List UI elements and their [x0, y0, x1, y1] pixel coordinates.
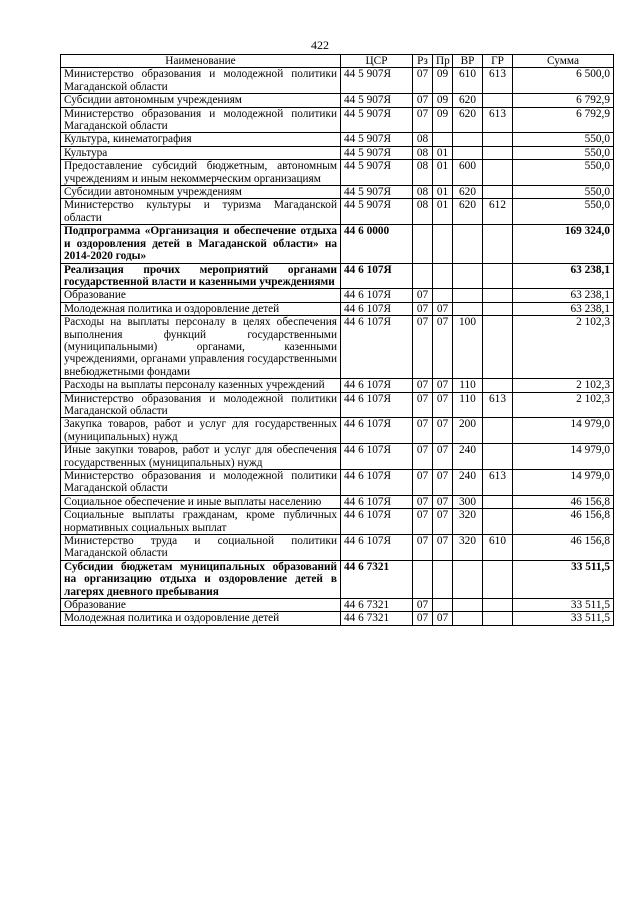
row-csr: 44 5 907Я: [341, 146, 413, 159]
row-pr: 07: [433, 316, 453, 379]
row-pr: 07: [433, 302, 453, 315]
header-row: [61, 55, 614, 68]
row-csr: 44 6 7321: [341, 560, 413, 598]
row-csr: 44 5 907Я: [341, 186, 413, 199]
row-csr: 44 6 0000: [341, 225, 413, 263]
row-name: Субсидии бюджетам муниципальных образований на организацию отдыха и оздоровление детей в лагерях дневного пребывания: [61, 560, 341, 598]
row-vr: 240: [453, 444, 483, 470]
table-row: [61, 225, 614, 263]
row-sum: 46 156,8: [513, 535, 614, 561]
row-csr: 44 6 107Я: [341, 316, 413, 379]
row-name: Министерство культуры и туризма Магаданской области: [61, 199, 341, 225]
row-vr: 200: [453, 418, 483, 444]
row-gr: [483, 146, 513, 159]
row-csr: 44 6 107Я: [341, 495, 413, 508]
table-row: [61, 535, 614, 561]
row-name: Молодежная политика и оздоровление детей: [61, 612, 341, 625]
table-row: [61, 94, 614, 107]
row-name: Образование: [61, 289, 341, 302]
table-header: [61, 55, 614, 68]
row-vr: 610: [453, 68, 483, 94]
row-name: Социальное обеспечение и иные выплаты населению: [61, 495, 341, 508]
row-pr: [433, 263, 453, 289]
row-rz: 07: [413, 599, 433, 612]
row-rz: 08: [413, 146, 433, 159]
table-body: [61, 68, 614, 625]
row-vr: [453, 599, 483, 612]
row-csr: 44 6 107Я: [341, 263, 413, 289]
row-gr: 613: [483, 392, 513, 418]
row-name: Министерство труда и социальной политики Магаданской области: [61, 535, 341, 561]
row-rz: [413, 225, 433, 263]
table-row: [61, 160, 614, 186]
row-csr: 44 6 107Я: [341, 535, 413, 561]
row-rz: [413, 560, 433, 598]
row-csr: 44 6 7321: [341, 612, 413, 625]
table-row: [61, 495, 614, 508]
row-csr: 44 5 907Я: [341, 68, 413, 94]
header-vr: ВР: [453, 55, 483, 68]
header-name: Наименование: [61, 55, 341, 68]
row-vr: 620: [453, 199, 483, 225]
table-row: [61, 612, 614, 625]
row-rz: 07: [413, 94, 433, 107]
row-rz: 07: [413, 68, 433, 94]
row-rz: 07: [413, 379, 433, 392]
row-pr: 07: [433, 470, 453, 496]
row-sum: 550,0: [513, 160, 614, 186]
table-row: [61, 560, 614, 598]
row-gr: [483, 418, 513, 444]
table-row: [61, 509, 614, 535]
row-pr: 07: [433, 418, 453, 444]
row-sum: 14 979,0: [513, 470, 614, 496]
budget-table: [60, 54, 614, 626]
row-gr: [483, 160, 513, 186]
row-pr: 09: [433, 107, 453, 133]
row-sum: 33 511,5: [513, 560, 614, 598]
row-pr: [433, 560, 453, 598]
row-sum: 2 102,3: [513, 379, 614, 392]
row-vr: 240: [453, 470, 483, 496]
row-gr: 613: [483, 107, 513, 133]
page-number: 422: [311, 38, 329, 52]
row-vr: 620: [453, 94, 483, 107]
row-vr: [453, 225, 483, 263]
table-row: [61, 418, 614, 444]
row-sum: 46 156,8: [513, 509, 614, 535]
row-name: Предоставление субсидий бюджетным, автономным учреждениям и иным некоммерческим организациям: [61, 160, 341, 186]
row-sum: 2 102,3: [513, 316, 614, 379]
row-csr: 44 6 107Я: [341, 418, 413, 444]
row-pr: 01: [433, 160, 453, 186]
row-rz: 07: [413, 470, 433, 496]
row-sum: 6 792,9: [513, 107, 614, 133]
row-pr: 01: [433, 199, 453, 225]
row-sum: 169 324,0: [513, 225, 614, 263]
row-gr: [483, 316, 513, 379]
row-vr: 620: [453, 186, 483, 199]
row-pr: 07: [433, 509, 453, 535]
row-csr: 44 6 107Я: [341, 444, 413, 470]
header-pr: Пр: [433, 55, 453, 68]
row-vr: 110: [453, 392, 483, 418]
table-row: [61, 444, 614, 470]
row-gr: [483, 509, 513, 535]
row-gr: [483, 225, 513, 263]
row-vr: 320: [453, 509, 483, 535]
row-pr: [433, 225, 453, 263]
row-rz: 07: [413, 535, 433, 561]
row-gr: 613: [483, 68, 513, 94]
row-vr: [453, 133, 483, 146]
row-name: Образование: [61, 599, 341, 612]
row-name: Расходы на выплаты персоналу казенных учреждений: [61, 379, 341, 392]
row-name: Расходы на выплаты персоналу в целях обеспечения выполнения функций государственными (муниципальными) органами, казенными учреждениями, органами управления государственными внебюджетными фондами: [61, 316, 341, 379]
row-rz: 07: [413, 316, 433, 379]
row-vr: [453, 146, 483, 159]
row-sum: 6 792,9: [513, 94, 614, 107]
header-sum: Сумма: [513, 55, 614, 68]
row-name: Реализация прочих мероприятий органами государственной власти и казенными учреждениями: [61, 263, 341, 289]
row-pr: [433, 599, 453, 612]
row-csr: 44 6 107Я: [341, 470, 413, 496]
row-name: Подпрограмма «Организация и обеспечение отдыха и оздоровления детей в Магаданской области» на 2014-2020 годы»: [61, 225, 341, 263]
row-gr: [483, 263, 513, 289]
row-sum: 33 511,5: [513, 612, 614, 625]
row-csr: 44 6 107Я: [341, 302, 413, 315]
row-gr: 612: [483, 199, 513, 225]
row-gr: [483, 186, 513, 199]
row-name: Министерство образования и молодежной политики Магаданской области: [61, 470, 341, 496]
row-rz: 07: [413, 289, 433, 302]
row-vr: [453, 263, 483, 289]
table-row: [61, 302, 614, 315]
row-sum: 14 979,0: [513, 418, 614, 444]
row-pr: 07: [433, 444, 453, 470]
row-csr: 44 5 907Я: [341, 199, 413, 225]
row-pr: 09: [433, 94, 453, 107]
row-csr: 44 5 907Я: [341, 133, 413, 146]
row-vr: [453, 612, 483, 625]
row-gr: [483, 289, 513, 302]
row-rz: 07: [413, 509, 433, 535]
row-sum: 550,0: [513, 186, 614, 199]
row-csr: 44 6 107Я: [341, 379, 413, 392]
row-vr: 110: [453, 379, 483, 392]
row-rz: 07: [413, 418, 433, 444]
row-rz: 08: [413, 160, 433, 186]
row-rz: 07: [413, 392, 433, 418]
row-gr: [483, 560, 513, 598]
table-row: [61, 316, 614, 379]
row-name: Культура: [61, 146, 341, 159]
table-row: [61, 68, 614, 94]
row-gr: [483, 495, 513, 508]
table-row: [61, 263, 614, 289]
row-csr: 44 6 107Я: [341, 392, 413, 418]
row-name: Субсидии автономным учреждениям: [61, 186, 341, 199]
row-rz: 08: [413, 133, 433, 146]
row-gr: [483, 302, 513, 315]
table-row: [61, 289, 614, 302]
row-vr: 100: [453, 316, 483, 379]
row-vr: [453, 302, 483, 315]
header-rz: Рз: [413, 55, 433, 68]
table-row: [61, 470, 614, 496]
row-sum: 2 102,3: [513, 392, 614, 418]
row-name: Министерство образования и молодежной политики Магаданской области: [61, 107, 341, 133]
row-name: Министерство образования и молодежной политики Магаданской области: [61, 68, 341, 94]
row-sum: 63 238,1: [513, 263, 614, 289]
row-csr: 44 6 107Я: [341, 509, 413, 535]
row-vr: [453, 560, 483, 598]
row-rz: 08: [413, 199, 433, 225]
row-pr: [433, 289, 453, 302]
row-gr: [483, 133, 513, 146]
row-pr: 09: [433, 68, 453, 94]
row-gr: [483, 612, 513, 625]
row-name: Министерство образования и молодежной политики Магаданской области: [61, 392, 341, 418]
row-rz: 07: [413, 495, 433, 508]
row-pr: 07: [433, 535, 453, 561]
header-csr: ЦСР: [341, 55, 413, 68]
row-gr: [483, 94, 513, 107]
row-sum: 14 979,0: [513, 444, 614, 470]
row-pr: 07: [433, 392, 453, 418]
row-name: Иные закупки товаров, работ и услуг для обеспечения государственных (муниципальных) нужд: [61, 444, 341, 470]
table-row: [61, 107, 614, 133]
row-gr: [483, 599, 513, 612]
row-vr: 620: [453, 107, 483, 133]
row-pr: 01: [433, 146, 453, 159]
table-row: [61, 146, 614, 159]
row-pr: [433, 133, 453, 146]
row-vr: 320: [453, 535, 483, 561]
row-pr: 07: [433, 612, 453, 625]
row-sum: 550,0: [513, 133, 614, 146]
row-gr: 613: [483, 470, 513, 496]
row-rz: 07: [413, 302, 433, 315]
row-gr: 610: [483, 535, 513, 561]
row-rz: 07: [413, 444, 433, 470]
row-rz: 07: [413, 612, 433, 625]
row-name: Социальные выплаты гражданам, кроме публичных нормативных социальных выплат: [61, 509, 341, 535]
row-pr: 01: [433, 186, 453, 199]
table-row: [61, 133, 614, 146]
row-gr: [483, 379, 513, 392]
row-vr: 300: [453, 495, 483, 508]
table-row: [61, 186, 614, 199]
row-name: Субсидии автономным учреждениям: [61, 94, 341, 107]
row-vr: [453, 289, 483, 302]
row-rz: [413, 263, 433, 289]
row-rz: 08: [413, 186, 433, 199]
row-sum: 33 511,5: [513, 599, 614, 612]
row-pr: 07: [433, 495, 453, 508]
row-gr: [483, 444, 513, 470]
row-csr: 44 6 7321: [341, 599, 413, 612]
row-sum: 550,0: [513, 199, 614, 225]
row-sum: 63 238,1: [513, 289, 614, 302]
row-rz: 07: [413, 107, 433, 133]
row-sum: 6 500,0: [513, 68, 614, 94]
row-name: Культура, кинематография: [61, 133, 341, 146]
row-name: Молодежная политика и оздоровление детей: [61, 302, 341, 315]
table-row: [61, 379, 614, 392]
table-row: [61, 392, 614, 418]
row-csr: 44 5 907Я: [341, 160, 413, 186]
row-sum: 550,0: [513, 146, 614, 159]
table-row: [61, 599, 614, 612]
row-name: Закупка товаров, работ и услуг для государственных (муниципальных) нужд: [61, 418, 341, 444]
table-row: [61, 199, 614, 225]
row-csr: 44 5 907Я: [341, 94, 413, 107]
row-sum: 46 156,8: [513, 495, 614, 508]
row-vr: 600: [453, 160, 483, 186]
header-gr: ГР: [483, 55, 513, 68]
row-csr: 44 5 907Я: [341, 107, 413, 133]
row-csr: 44 6 107Я: [341, 289, 413, 302]
row-pr: 07: [433, 379, 453, 392]
row-sum: 63 238,1: [513, 302, 614, 315]
